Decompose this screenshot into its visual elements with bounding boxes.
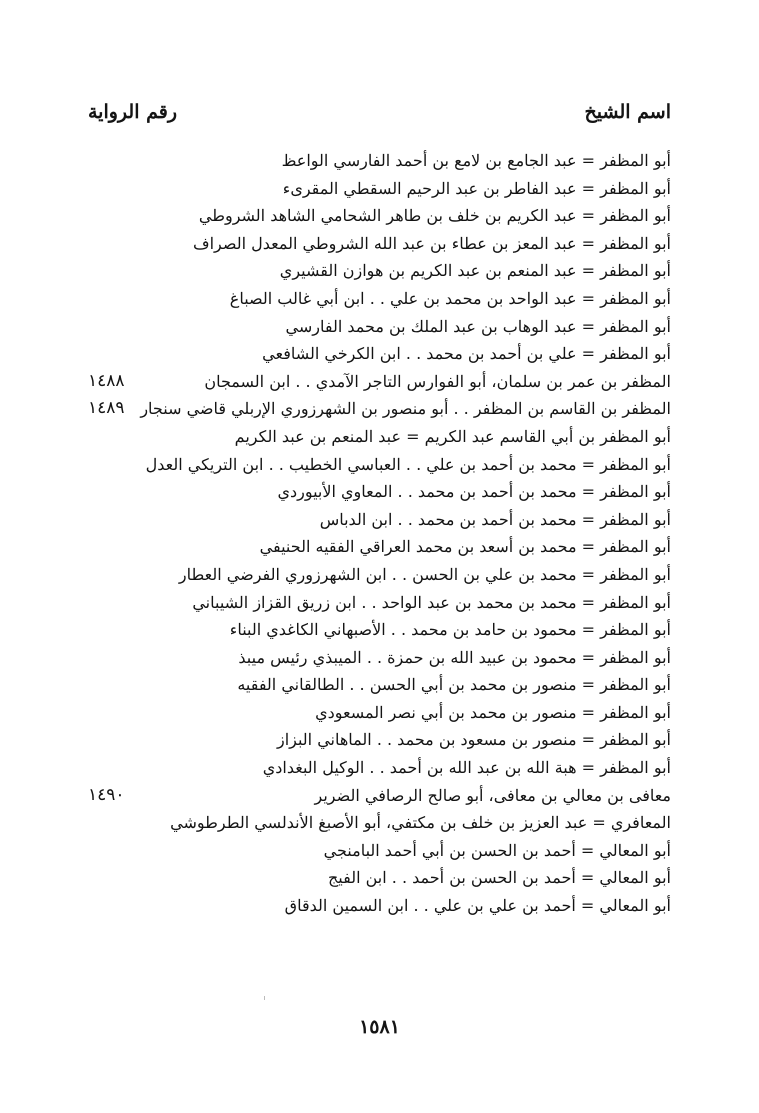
- entry-text: أبو المظفر = محمود بن عبيد الله بن حمزة . . الميبذي رئيس ميبذ: [238, 647, 671, 667]
- entry-text: أبو المظفر = عبد المعز بن عطاء بن عبد الله الشروطي المعدل الصراف: [193, 233, 671, 253]
- entries-list: [88, 147, 671, 920]
- entry-text: أبو المظفر = محمد بن أحمد بن علي . . العباسي الخطيب . . ابن التريكي العدل: [145, 454, 671, 474]
- list-item: [88, 699, 671, 727]
- entry-text: أبو المظفر = محمد بن أسعد بن محمد العراقي الفقيه الحنيفي: [259, 537, 671, 557]
- list-item: [88, 533, 671, 561]
- list-item: [88, 589, 671, 617]
- list-item: [88, 451, 671, 479]
- header-name-column: اسم الشيخ: [584, 101, 671, 123]
- entry-text: أبو المظفر = محمود بن حامد بن محمد . . الأصبهاني الكاغدي البناء: [229, 620, 671, 640]
- entry-text: المظفر بن القاسم بن المظفر . . أبو منصور بن الشهرزوري الإربلي قاضي سنجار: [140, 399, 671, 419]
- entry-text: أبو المظفر = عبد الكريم بن خلف بن طاهر الشحامي الشاهد الشروطي: [198, 206, 671, 226]
- list-item: [88, 395, 671, 423]
- list-item: [88, 644, 671, 672]
- list-item: [88, 506, 671, 534]
- page-number: ١٥٨١: [359, 1016, 400, 1038]
- list-item: [88, 285, 671, 313]
- list-item: [88, 478, 671, 506]
- list-item: [88, 864, 671, 892]
- list-item: [88, 892, 671, 920]
- list-item: [88, 230, 671, 258]
- narration-number: ١٤٨٨: [88, 370, 125, 391]
- list-item: [88, 782, 671, 810]
- list-item: [88, 671, 671, 699]
- list-item: [88, 726, 671, 754]
- entry-text: أبو المعالي = أحمد بن الحسن بن أبي أحمد البامنجي: [323, 840, 671, 860]
- list-item: [88, 257, 671, 285]
- list-item: [88, 313, 671, 341]
- list-item: [88, 175, 671, 203]
- entry-text: أبو المظفر = عبد الواحد بن محمد بن علي . . ابن أبي غالب الصباغ: [229, 288, 671, 308]
- entry-text: المظفر بن عمر بن سلمان، أبو الفوارس التاجر الآمدي . . ابن السمجان: [204, 371, 671, 391]
- entry-text: أبو المظفر = علي بن أحمد بن محمد . . ابن الكرخي الشافعي: [262, 344, 671, 364]
- entry-text: أبو المظفر = منصور بن محمد بن أبي الحسن . . الطالقاني الفقيه: [237, 675, 671, 695]
- entry-text: أبو المظفر = محمد بن أحمد بن محمد . . المعاوي الأبيوردي: [277, 482, 671, 502]
- list-item: [88, 809, 671, 837]
- column-header: [88, 101, 671, 133]
- list-item: [88, 368, 671, 396]
- entry-text: أبو المظفر بن أبي القاسم عبد الكريم = عبد المنعم بن عبد الكريم: [234, 426, 671, 446]
- entry-text: أبو المظفر = عبد الجامع بن لامع بن أحمد الفارسي الواعظ: [281, 151, 671, 170]
- entry-text: المعافري = عبد العزيز بن خلف بن مكتفي، أبو الأصبغ الأندلسي الطرطوشي: [170, 813, 671, 833]
- entry-text: أبو المعالي = أحمد بن علي بن علي . . ابن السمين الدقاق: [284, 896, 671, 916]
- entry-text: أبو المظفر = منصور بن محمد بن أبي نصر المسعودي: [315, 702, 671, 722]
- entry-text: أبو المظفر = منصور بن مسعود بن محمد . . الماهاني البزاز: [276, 730, 671, 750]
- list-item: [88, 202, 671, 230]
- list-item: [88, 754, 671, 782]
- list-item: [88, 561, 671, 589]
- entry-text: أبو المعالي = أحمد بن الحسن بن أحمد . . ابن الفيج: [327, 868, 671, 888]
- list-item: [88, 147, 671, 175]
- list-item: [88, 340, 671, 368]
- entry-text: أبو المظفر = عبد الفاطر بن عبد الرحيم السقطي المقرىء: [282, 178, 671, 198]
- entry-text: أبو المظفر = عبد المنعم بن عبد الكريم بن هوازن القشيري: [279, 261, 671, 281]
- entry-text: أبو المظفر = محمد بن محمد بن عبد الواحد . . ابن زريق القزاز الشيباني: [192, 592, 671, 612]
- header-number-column: رقم الرواية: [88, 101, 177, 123]
- divider: [264, 996, 265, 1000]
- entry-text: أبو المظفر = محمد بن علي بن الحسن . . ابن الشهرزوري الفرضي العطار: [178, 564, 671, 584]
- entry-text: معافى بن معالي بن معافى، أبو صالح الرصافي الضرير: [314, 785, 671, 805]
- entry-text: أبو المظفر = هبة الله بن عبد الله بن أحمد . . الوكيل البغدادي: [262, 758, 671, 778]
- list-item: [88, 837, 671, 865]
- list-item: [88, 423, 671, 451]
- entry-text: أبو المظفر = عبد الوهاب بن عبد الملك بن محمد الفارسي: [285, 316, 671, 336]
- narration-number: ١٤٩٠: [88, 784, 125, 805]
- entry-text: أبو المظفر = محمد بن أحمد بن محمد . . ابن الدباس: [319, 509, 671, 529]
- list-item: [88, 616, 671, 644]
- narration-number: ١٤٨٩: [88, 398, 125, 419]
